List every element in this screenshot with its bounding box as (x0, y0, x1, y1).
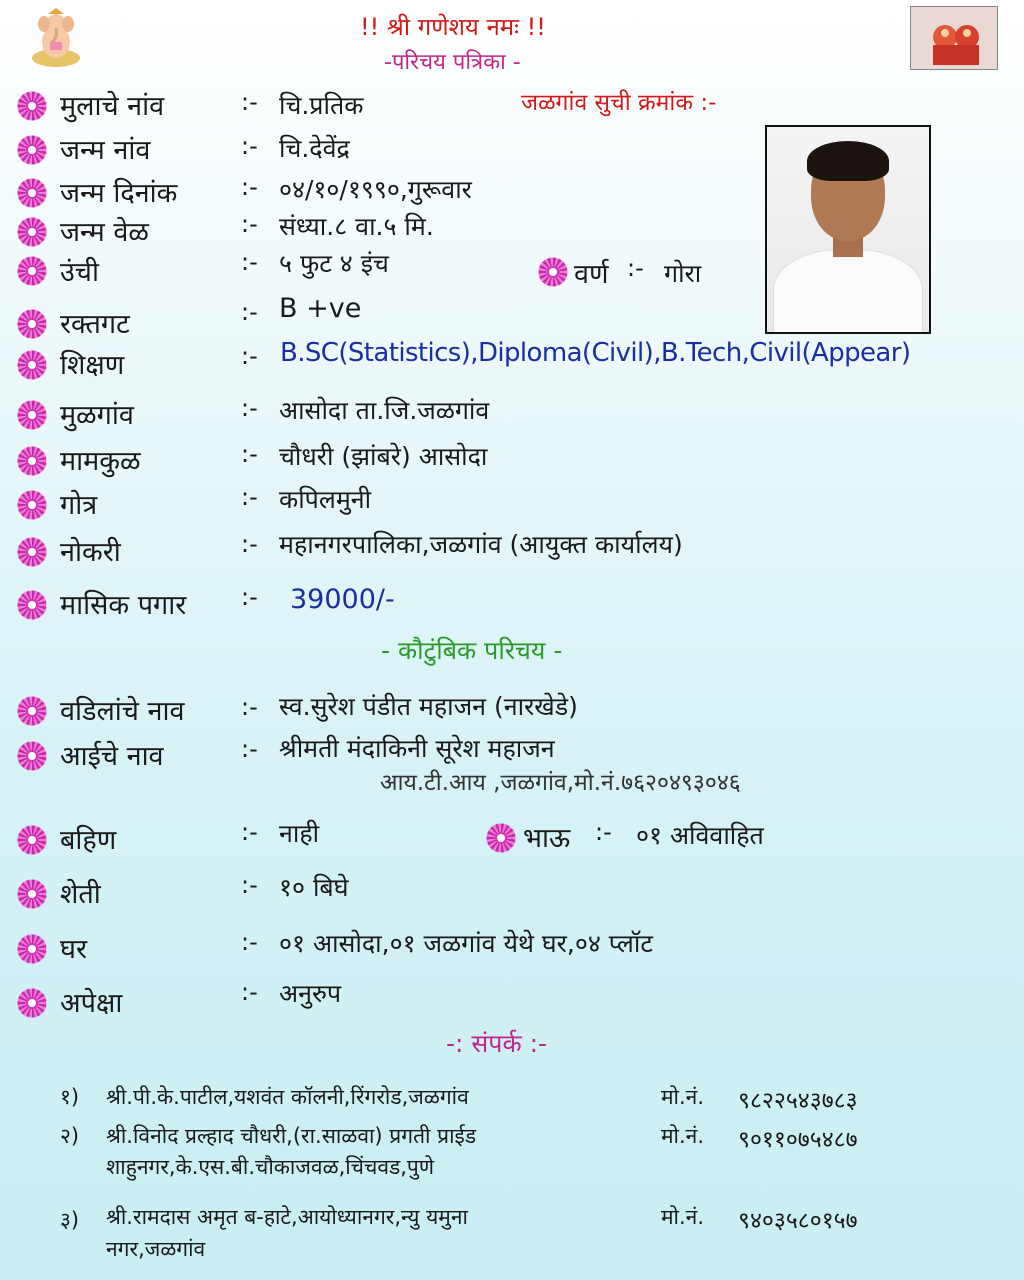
brother-label: भाऊ (523, 823, 571, 854)
separator: :- (241, 248, 258, 276)
flower-bullet-icon (17, 256, 47, 286)
father-value: स्व.सुरेश पंडीत महाजन (नारखेडे) (279, 692, 578, 721)
contact-address: श्री.विनोद प्रल्हाद चौधरी,(रा.साळवा) प्रगती प्राईड (106, 1124, 477, 1148)
separator: :- (241, 173, 258, 201)
page-title: !! श्री गणेशय नमः !! (360, 13, 546, 41)
separator: :- (241, 693, 258, 721)
contact-heading: -: संपर्क :- (446, 1029, 548, 1058)
gotra-label: गोत्र (60, 490, 98, 521)
ganesh-icon (28, 8, 84, 70)
sister-value: नाही (279, 819, 320, 848)
flower-bullet-icon (17, 879, 47, 909)
native-place-value: आसोदा ता.जि.जळगांव (279, 396, 490, 425)
house-label: घर (60, 934, 87, 965)
native-place-label: मुळगांव (60, 400, 134, 431)
education-value: B.SC(Statistics),Diploma(Civil),B.Tech,Civil(Appear) (280, 338, 911, 368)
mamkul-label: मामकुळ (60, 446, 141, 477)
contact-phone-label: मो.नं. (661, 1205, 705, 1229)
contact-address-line2: नगर,जळगांव (106, 1237, 206, 1261)
brother-value: ०१ अविवाहित (636, 821, 764, 850)
flower-bullet-icon (17, 178, 47, 208)
separator: :- (241, 871, 258, 899)
shrine-photo (910, 6, 998, 70)
separator: :- (627, 254, 644, 282)
flower-bullet-icon (17, 934, 47, 964)
expectation-label: अपेक्षा (60, 988, 123, 1019)
separator: :- (241, 88, 258, 116)
flower-bullet-icon (538, 257, 568, 287)
separator: :- (595, 818, 612, 846)
flower-bullet-icon (17, 135, 47, 165)
flower-bullet-icon (17, 309, 47, 339)
gotra-value: कपिलमुनी (279, 485, 372, 514)
flower-bullet-icon (17, 217, 47, 247)
flower-bullet-icon (17, 446, 47, 476)
separator: :- (241, 928, 258, 956)
separator: :- (241, 735, 258, 763)
mother-label: आईचे नाव (60, 741, 164, 772)
birth-name-label: जन्म नांव (60, 135, 151, 166)
farm-label: शेती (60, 879, 101, 910)
flower-bullet-icon (17, 825, 47, 855)
separator: :- (241, 342, 258, 370)
flower-bullet-icon (17, 490, 47, 520)
separator: :- (241, 530, 258, 558)
contact-phone-label: मो.नं. (661, 1124, 705, 1148)
birth-date-value: ०४/१०/१९९०,गुरूवार (279, 175, 472, 204)
contact-phone: ९०११०७५४८७ (738, 1127, 858, 1153)
contact-number: २) (60, 1124, 80, 1148)
flower-bullet-icon (17, 590, 47, 620)
separator: :- (241, 978, 258, 1006)
contact-number: ३) (60, 1208, 80, 1232)
father-label: वडिलांचे नाव (60, 696, 185, 727)
birth-date-label: जन्म दिनांक (60, 178, 178, 209)
contact-phone-label: मो.नं. (661, 1085, 705, 1109)
page-subtitle: -परिचय पत्रिका - (384, 50, 521, 75)
separator: :- (241, 210, 258, 238)
separator: :- (241, 483, 258, 511)
flower-bullet-icon (17, 741, 47, 771)
mother-value-line2: आय.टी.आय ,जळगांव,मो.नं.७६२०४९३०४६ (380, 770, 741, 796)
flower-bullet-icon (17, 350, 47, 380)
blood-group-value: B +ve (279, 293, 362, 324)
contact-address: श्री.पी.के.पाटील,यशवंत कॉलनी,रिंगरोड,जळगांव (106, 1085, 469, 1109)
education-label: शिक्षण (60, 350, 125, 381)
flower-bullet-icon (17, 537, 47, 567)
complexion-label: वर्ण (574, 259, 609, 290)
farm-value: १० बिघे (279, 873, 349, 902)
birth-time-value: संध्या.८ वा.५ मि. (279, 212, 434, 241)
height-value: ५ फुट ४ इंच (279, 249, 389, 278)
flower-bullet-icon (17, 988, 47, 1018)
house-value: ०१ आसोदा,०१ जळगांव येथे घर,०४ प्लॉट (279, 929, 653, 958)
separator: :- (241, 583, 258, 611)
contact-phone: ९८२२५४३७८३ (738, 1088, 858, 1114)
separator: :- (241, 394, 258, 422)
flower-bullet-icon (17, 696, 47, 726)
job-value: महानगरपालिका,जळगांव (आयुक्त कार्यालय) (279, 530, 683, 559)
mother-value: श्रीमती मंदाकिनी सूरेश महाजन (279, 734, 555, 763)
sister-label: बहिण (60, 825, 117, 856)
salary-value: 39000/- (290, 584, 395, 615)
contact-address: श्री.रामदास अमृत ब-हाटे,आयोध्यानगर,न्यु यमुना (106, 1205, 468, 1229)
blood-group-label: रक्तगट (60, 309, 130, 340)
separator: :- (241, 298, 258, 326)
complexion-value: गोरा (664, 259, 702, 288)
flower-bullet-icon (17, 91, 47, 121)
height-label: उंची (60, 257, 99, 288)
expectation-value: अनुरुप (279, 979, 342, 1008)
mamkul-value: चौधरी (झांबरे) आसोदा (279, 442, 488, 471)
family-heading: - कौटुंबिक परिचय - (381, 636, 563, 665)
flower-bullet-icon (17, 400, 47, 430)
flower-bullet-icon (486, 823, 516, 853)
name-value: चि.प्रतिक (279, 91, 364, 120)
name-label: मुलाचे नांव (60, 91, 165, 122)
suchi-number-label: जळगांव सुची क्रमांक :- (521, 90, 717, 116)
job-label: नोकरी (60, 537, 121, 568)
contact-address-line2: शाहुनगर,के.एस.बी.चौकाजवळ,चिंचवड,पुणे (106, 1155, 435, 1179)
separator: :- (241, 818, 258, 846)
birth-name-value: चि.देवेंद्र (279, 134, 350, 163)
birth-time-label: जन्म वेळ (60, 217, 149, 248)
separator: :- (241, 440, 258, 468)
salary-label: मासिक पगार (60, 590, 187, 621)
separator: :- (241, 132, 258, 160)
contact-number: १) (60, 1085, 80, 1109)
contact-phone: ९४०३५८०१५७ (738, 1208, 858, 1234)
profile-photo (765, 125, 931, 334)
